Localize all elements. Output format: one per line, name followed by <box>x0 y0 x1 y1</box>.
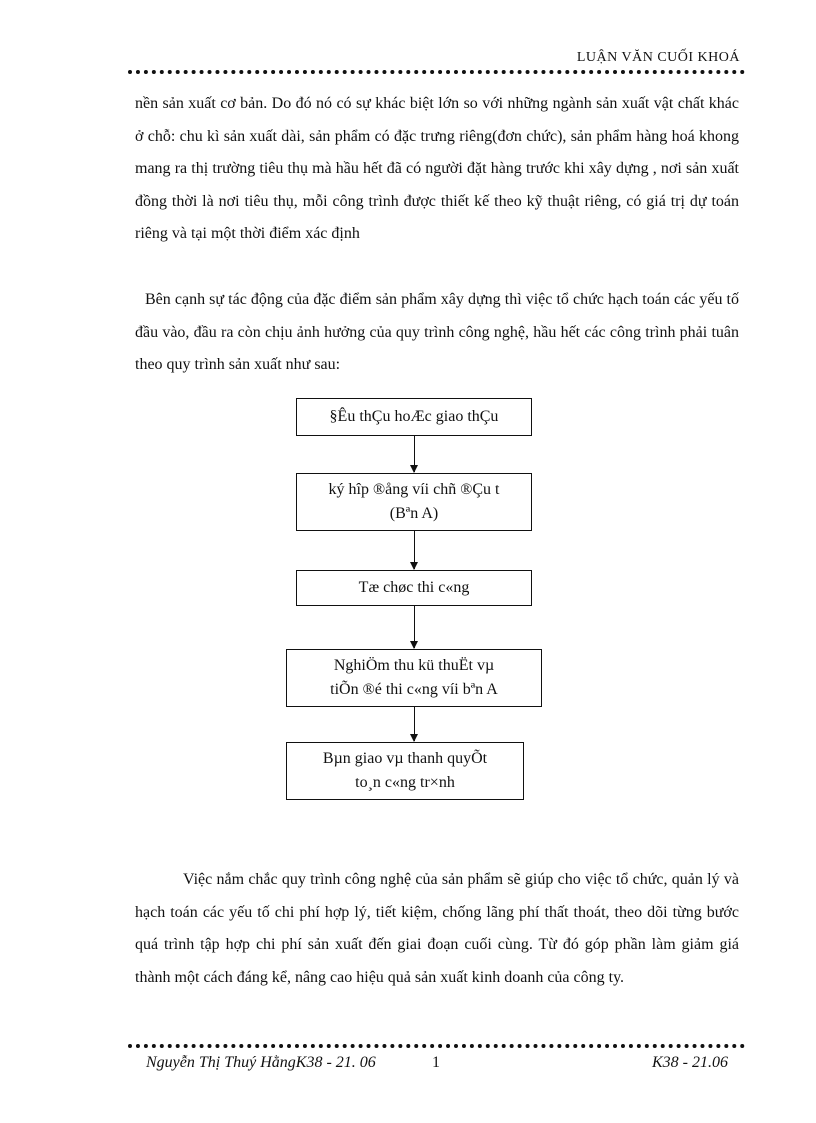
flow-step-contract-line1: ký hîp ®ång víi chñ ®Çu t <box>328 481 500 498</box>
body-paragraph-3: Việc nắm chắc quy trình công nghệ của sản phẩm sẽ giúp cho việc tổ chức, quản lý và hạch toán các yếu tố chi phí hợp lý, tiết kiệm, chống lãng phí thất thoát, theo dõi từng bước quá trình tập hợp chi phí sản xuất đến giai đoạn cuối cùng. Từ đó góp phần làm giảm giá thành một cách đáng kể, nâng cao hiệu quả sản xuất kinh doanh của công ty. <box>135 871 739 986</box>
flow-step-acceptance-line1: NghiÖm thu kü thuËt vµ <box>333 657 495 674</box>
body-paragraph-2: Bên cạnh sự tác động của đặc điểm sản phẩm xây dựng thì việc tổ chức hạch toán các yếu tố đầu vào, đầu ra còn chịu ảnh hưởng của quy trình công nghệ, hầu hết các công trình phải tuân theo quy trình sản xuất như sau: <box>135 291 739 373</box>
flow-step-acceptance <box>286 649 542 707</box>
flow-step-tender <box>296 398 532 436</box>
flow-step-construction-label: Tæ chøc thi c«ng <box>358 579 470 596</box>
flow-step-construction <box>296 570 532 606</box>
flow-step-tender-label: §Êu thÇu hoÆc giao thÇu <box>329 408 499 425</box>
footer-page-number: 1 <box>432 1054 440 1071</box>
footer-divider <box>128 1044 745 1048</box>
body-paragraph-1: nền sản xuất cơ bản. Do đó nó có sự khác biệt lớn so với những ngành sản xuất vật chất khác ở chỗ: chu kì sản xuất dài, sản phẩm có đặc trưng riêng(đơn chức), sản phẩm hàng hoá khong mang ra thị trường tiêu thụ mà hầu hết đã có người đặt hàng trước khi xây dựng , nơi sản xuất đồng thời là nơi tiêu thụ, mỗi công trình được thiết kế theo kỹ thuật riêng, có giá trị dự toán riêng và tại một thời điểm xác định <box>135 95 739 242</box>
header-divider <box>128 70 745 74</box>
flow-step-handover-line1: Bµn giao vµ thanh quyÕt <box>322 750 488 767</box>
flow-step-handover <box>286 742 524 800</box>
footer-class-code: K38 - 21.06 <box>652 1054 728 1071</box>
flow-arrow-1 <box>414 436 415 472</box>
page-header-title: LUẬN VĂN CUỐI KHOÁ <box>576 50 740 65</box>
flow-step-acceptance-line2: tiÕn ®é thi c«ng víi bªn A <box>330 681 498 698</box>
flow-arrow-4 <box>414 707 415 741</box>
flow-arrow-2 <box>414 531 415 569</box>
flow-step-contract <box>296 473 532 531</box>
flow-step-handover-line2: to¸n c«ng tr×nh <box>355 774 455 791</box>
footer-author: Nguyễn Thị Thuý HằngK38 - 21. 06 <box>146 1054 376 1071</box>
flow-step-contract-line2: (Bªn A) <box>389 505 439 522</box>
flow-arrow-3 <box>414 606 415 648</box>
